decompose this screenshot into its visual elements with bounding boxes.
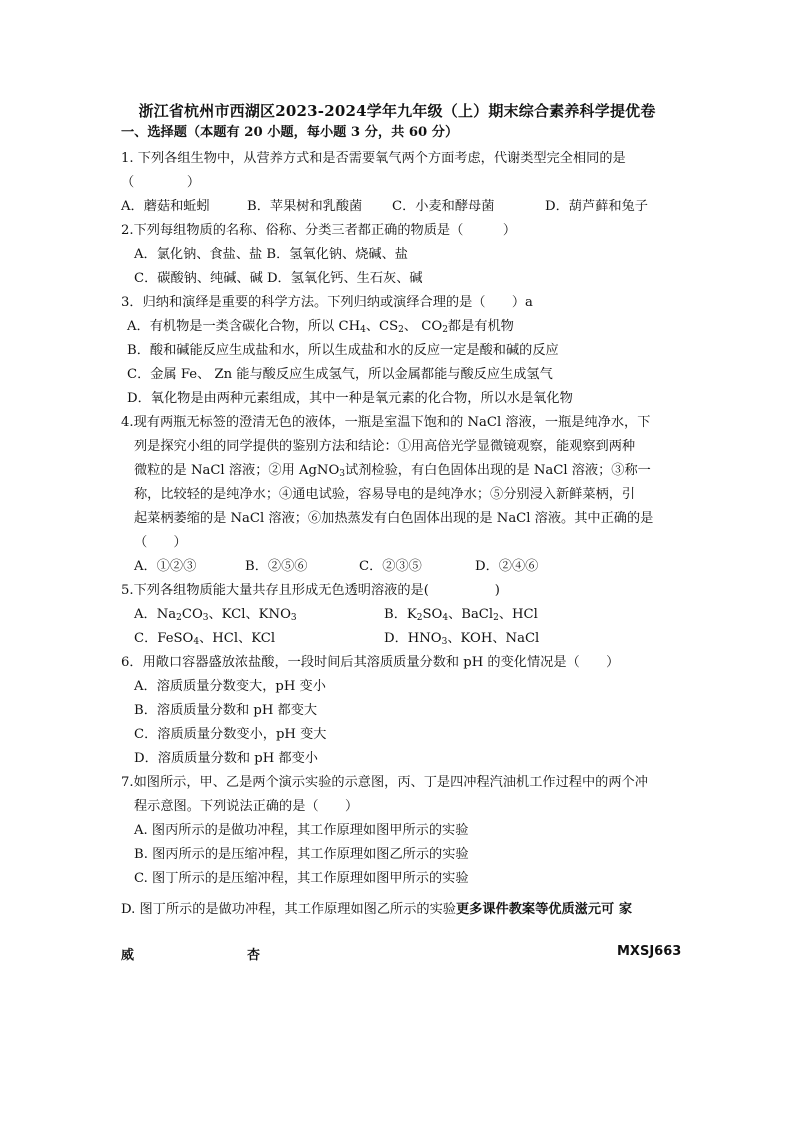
question-6-option-d: D．溶质质量分数和 pH 都变小	[134, 751, 318, 766]
question-1-option-a: A．蘑菇和蚯蚓	[121, 199, 210, 214]
question-7-option-d	[121, 901, 632, 919]
question-5-option-a: A．$Na_2CO_3$、KCl、$KNO_3$	[134, 607, 297, 623]
question-4-option-b: B．②⑤⑥	[245, 559, 308, 574]
question-5-stem: 5.下列各组物质能大量共存且形成无色透明溶液的是( )	[121, 583, 500, 598]
question-3-option-c: C．金属 Fe、 Zn 能与酸反应生成氢气，所以金属都能与酸反应生成氢气	[127, 367, 553, 382]
question-4-option-c: C．②③⑤	[359, 559, 422, 574]
question-4-option-d: D．②④⑥	[475, 559, 539, 574]
question-6-stem: 6．用敞口容器盛放浓盐酸，一段时间后其溶质质量分数和 pH 的变化情况是（ ）	[121, 655, 620, 670]
question-3-stem: 3．归纳和演绎是重要的科学方法。下列归纳或演绎合理的是（ ）a	[121, 295, 533, 310]
footer-mid-char: 杏	[247, 948, 261, 963]
question-6-option-c: C．溶质质量分数变小，pH 变大	[134, 727, 327, 742]
question-7-option-c: C. 图丁所示的是压缩冲程，其工作原理如图甲所示的实验	[134, 871, 469, 886]
question-1-blank: （ ）	[121, 175, 201, 190]
question-7-option-b: B. 图丙所示的是压缩冲程，其工作原理如图乙所示的实验	[134, 847, 469, 862]
watermark-ad-text: 更多课件教案等优质滋元可 家	[455, 902, 633, 917]
question-4-option-a: A．①②③	[134, 559, 197, 574]
question-5-option-c: C．FeSO$_4$、HCl、KCl	[134, 631, 276, 647]
question-4-stem-line-4: 称，比较轻的是纯净水；④通电试验，容易导电的是纯净水；⑤分别浸入新鲜菜柄，引	[134, 487, 636, 502]
question-3-option-d: D．氧化物是由两种元素组成，其中一种是氧元素的化合物，所以水是氧化物	[127, 391, 573, 406]
question-2-options-cd: C．碳酸钠、纯碱、碱 D．氢氧化钙、生石灰、碱	[134, 271, 423, 286]
document-title: 浙江省杭州市西湖区2023-2024学年九年级（上）期末综合素养科学提优卷	[138, 102, 656, 120]
question-1-stem: 1. 下列各组生物中，从营养方式和是否需要氧气两个方面考虑，代谢类型完全相同的是	[121, 151, 626, 166]
question-1-option-d: D．葫芦藓和兔子	[545, 199, 648, 214]
footer-code: MXSJ663	[617, 944, 682, 959]
question-1-option-b: B．苹果树和乳酸菌	[247, 199, 363, 214]
question-4-stem-line-1: 4.现有两瓶无标签的澄清无色的液体，一瓶是室温下饱和的 NaCl 溶液，一瓶是纯净水，下	[121, 415, 651, 430]
question-2-stem: 2.下列每组物质的名称、俗称、分类三者都正确的物质是（ ）	[121, 223, 517, 238]
question-6-option-b: B．溶质质量分数和 pH 都变大	[134, 703, 318, 718]
question-4-stem-line-5: 起菜柄萎缩的是 NaCl 溶液；⑥加热蒸发有白色固体出现的是 NaCl 溶液。其中正确的是	[134, 511, 654, 526]
question-1-option-c: C．小麦和酵母菌	[392, 199, 495, 214]
question-7-option-d-text: D. 图丁所示的是做功冲程，其工作原理如图乙所示的实验	[121, 902, 456, 917]
question-6-option-a: A．溶质质量分数变大，pH 变小	[134, 679, 326, 694]
question-7-stem-line-2: 程示意图。下列说法正确的是（ ）	[134, 799, 359, 814]
question-5-option-d: D．$HNO_3$、KOH、NaCl	[384, 631, 540, 647]
question-3-option-a: A．有机物是一类含碳化合物，所以 $CH_4$、$CS_2$、 $CO_2$都是有机物	[127, 319, 514, 335]
section-heading: 一、选择题（本题有 20 小题，每小题 3 分，共 60 分）	[121, 125, 459, 140]
question-4-stem-line-2: 列是探究小组的同学提供的鉴别方法和结论：①用高倍光学显微镜观察，能观察到两种	[134, 439, 636, 454]
question-2-options-ab: A．氯化钠、食盐、盐 B．氢氧化钠、烧碱、盐	[134, 247, 408, 262]
footer-left-char: 威	[121, 948, 135, 963]
question-4-blank: （ ）	[134, 535, 187, 550]
question-7-option-a: A. 图丙所示的是做功冲程，其工作原理如图甲所示的实验	[134, 823, 469, 838]
question-5-option-b: B．$K_2SO_4$、BaCl$_2$、HCl	[384, 607, 538, 623]
question-4-stem-line-3: 微粒的是 NaCl 溶液；②用 AgNO$_3$试剂检验，有白色固体出现的是 NaCl 溶液；③称一	[134, 463, 651, 479]
question-7-stem-line-1: 7.如图所示，甲、乙是两个演示实验的示意图，丙、丁是四冲程汽油机工作过程中的两个冲	[121, 775, 648, 790]
question-3-option-b: B．酸和碱能反应生成盐和水，所以生成盐和水的反应一定是酸和碱的反应	[127, 343, 559, 358]
